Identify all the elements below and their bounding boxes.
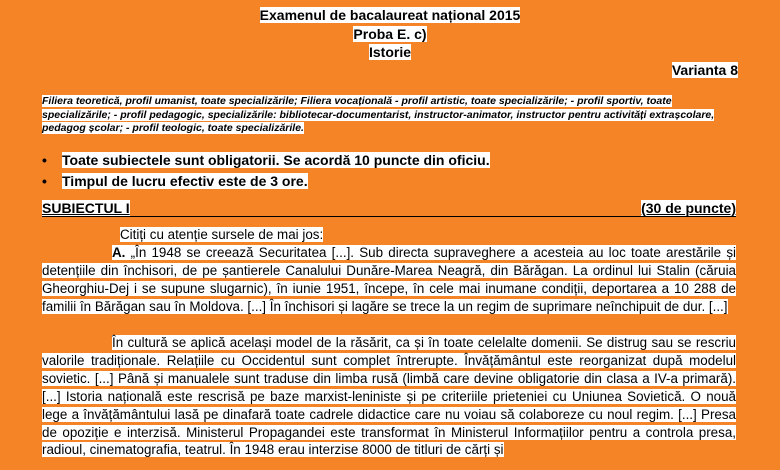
exam-subtitle: Proba E. c): [353, 26, 427, 42]
source-a-paragraph-2: În cultură se aplică același model de la răsărit, ca și în toate celelalte domenii. Se distrug sau se rescriu valorile tradiționale. Relațiile cu Occidentul sunt complet întrerupte. Învățământul este reorganizat după modelul sovietic. [...] Până și manualele sunt traduse din limba rusă (limbă care devine obligatorie din clasa a IV-a primară). [...] Istoria națională este rescrisă pe baze marxist-leniniste și pe criteriile prieteniei cu Uniunea Sovietică. O nouă lege a învățământului lasă pe dinafară toate cadrele didactice care nu voiau să colaboreze cu noul regim. [...] Presa de opoziție e interzisă. Ministerul Propagandei este transformat în Ministerul Informațiilor pentru a controla presa, radioul, cinematografia, teatrul. În 1948 erau interzise 8000 de titluri de cărți și: [42, 335, 736, 458]
rule-item: • Toate subiectele sunt obligatorii. Se acordă 10 puncte din oficiu.: [42, 150, 742, 171]
section-divider: [42, 216, 736, 217]
exam-subject: Istorie: [368, 44, 411, 60]
section-points: (30 de puncte): [641, 200, 736, 216]
intro-text: Citiți cu atenție sursele de mai jos:: [120, 227, 324, 242]
source-a-label: A.: [112, 245, 126, 260]
bullet-icon: •: [42, 152, 47, 168]
exam-title: Examenul de bacalaureat național 2015: [259, 7, 521, 23]
section-title: SUBIECTUL I: [42, 200, 130, 216]
variant-label: Varianta 8: [671, 62, 738, 78]
rule-item: • Timpul de lucru efectiv este de 3 ore.: [42, 171, 742, 192]
source-a-paragraph-1: A. „În 1948 se creează Securitatea [...]. Sub directa supraveghere a acesteia au loc toate arestările și detențiile din închisori, de pe șantierele Canalului Dunăre-Marea Neagră, din Bărăgan. La ordinul lui Stalin (căruia Gheorghiu-Dej i se supune slugarnic), în iunie 1951, începe, în cele mai inumane condiții, deportarea a 10 288 de familii în Bărăgan sau în Moldova. [...] În închisori și lagăre se trece la un regim de suprimare neînchipuit de dur. [...]: [42, 245, 736, 314]
filiera-text: Filiera teoretică, profil umanist, toate specializările; Filiera vocațională - profil artistic, toate specializările; - profil sportiv, toate specializările; - profil pedagogic, specializările: bibliotecar-documentarist, instructor-animator, instructor pentru activități extrașcolare, pedagog școlar; - profil teologic, toate specializările.: [42, 95, 715, 134]
bullet-icon: •: [42, 173, 47, 189]
rules-list: [42, 150, 742, 192]
